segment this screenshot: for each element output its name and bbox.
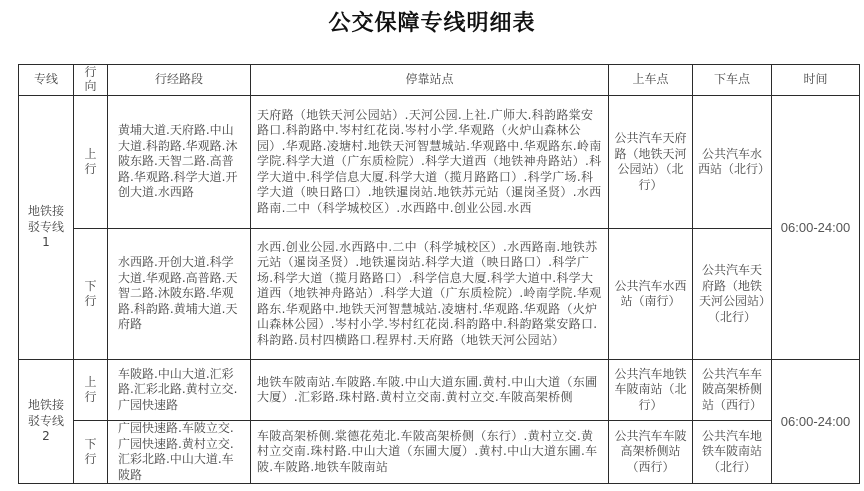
header-boarding: 上车点 [609,65,693,96]
direction-cell: 下行 [74,421,108,484]
header-line: 专线 [19,65,74,96]
header-stops: 停靠站点 [251,65,609,96]
route-cell: 黄埔大道.天府路.中山大道.科韵路.华观路.沐陂东路.天智二路.高普路.华观路.科学大道.开创大道.水西路 [108,96,251,229]
stops-cell: 地铁车陂南站.车陂路.车陂.中山大道东圃.黄村.中山大道（东圃大厦）.汇彩路.珠村路.黄村立交南.黄村立交.车陂高架桥侧 [251,360,609,421]
page-title: 公交保障专线明细表 [328,10,536,36]
stops-cell: 天府路（地铁天河公园站）.天河公园.上社.广师大.科韵路棠安路口.科韵路中.岑村红花岗.岑村小学.华观路（火炉山森林公园）.华观路.凌塘村.地铁天河智慧城站.华观路中.华观路东.岭南学院.科学大道（广东质检院）.科学大道西（地铁神舟路站）.科学大道中.科学信息大厦.科学大道（揽月路路口）.科学广场.科学大道（映日路口）.地铁暹岗站.地铁苏元站（暹岗圣贤）.水西路南.二中（科学城校区）.水西路中.创业公园.水西 [251,96,609,229]
route-cell: 车陂路.中山大道.汇彩路.汇彩北路.黄村立交.广园快速路 [108,360,251,421]
line-name: 地铁接驳专线2 [19,360,74,484]
table-row [19,360,860,421]
table-row [19,421,860,484]
table-header-row [19,65,860,96]
alighting-cell: 公共汽车水西站（北行） [693,96,772,229]
boarding-cell: 公共汽车水西站（南行） [609,229,693,360]
direction-cell: 上行 [74,96,108,229]
table-row [19,96,860,229]
stops-cell: 水西.创业公园.水西路中.二中（科学城校区）.水西路南.地铁苏元站（暹岗圣贤）.地铁暹岗站.科学大道（映日路口）.科学广场.科学大道（揽月路路口）.科学信息大厦.科学大道中.科学大道西（地铁神舟路站）.科学大道（广东质检院）.岭南学院.华观路东.华观路中.地铁天河智慧城站.凌塘村.华观路.华观路（火炉山森林公园）.岑村小学.岑村红花岗.科韵路中.科韵路棠安路口.科韵路.员村四横路口.程界村.天府路（地铁天河公园站） [251,229,609,360]
header-direction: 行向 [74,65,108,96]
bus-line-detail-table [18,64,860,484]
header-route: 行经路段 [108,65,251,96]
header-time: 时间 [772,65,860,96]
direction-cell: 下行 [74,229,108,360]
stops-cell: 车陂高架桥侧.棠德花苑北.车陂高架桥侧（东行）.黄村立交.黄村立交南.珠村路.中山大道（东圃大厦）.黄村.中山大道东圃.车陂.车陂路.地铁车陂南站 [251,421,609,484]
time-cell: 06:00-24:00 [772,360,860,484]
boarding-cell: 公共汽车天府路（地铁天河公园站）（北行） [609,96,693,229]
boarding-cell: 公共汽车地铁车陂南站（北行） [609,360,693,421]
route-cell: 广园快速路.车陂立交.广园快速路.黄村立交.汇彩北路.中山大道.车陂路 [108,421,251,484]
boarding-cell: 公共汽车车陂高架桥侧站（西行） [609,421,693,484]
time-cell: 06:00-24:00 [772,96,860,360]
alighting-cell: 公共汽车车陂高架桥侧站（西行） [693,360,772,421]
alighting-cell: 公共汽车地铁车陂南站（北行） [693,421,772,484]
direction-cell: 上行 [74,360,108,421]
header-alighting: 下车点 [693,65,772,96]
route-cell: 水西路.开创大道.科学大道.华观路.高普路.天智二路.沐陂东路.华观路.科韵路.黄埔大道.天府路 [108,229,251,360]
line-name: 地铁接驳专线1 [19,96,74,360]
table-row [19,229,860,360]
alighting-cell: 公共汽车天府路（地铁天河公园站）（北行） [693,229,772,360]
